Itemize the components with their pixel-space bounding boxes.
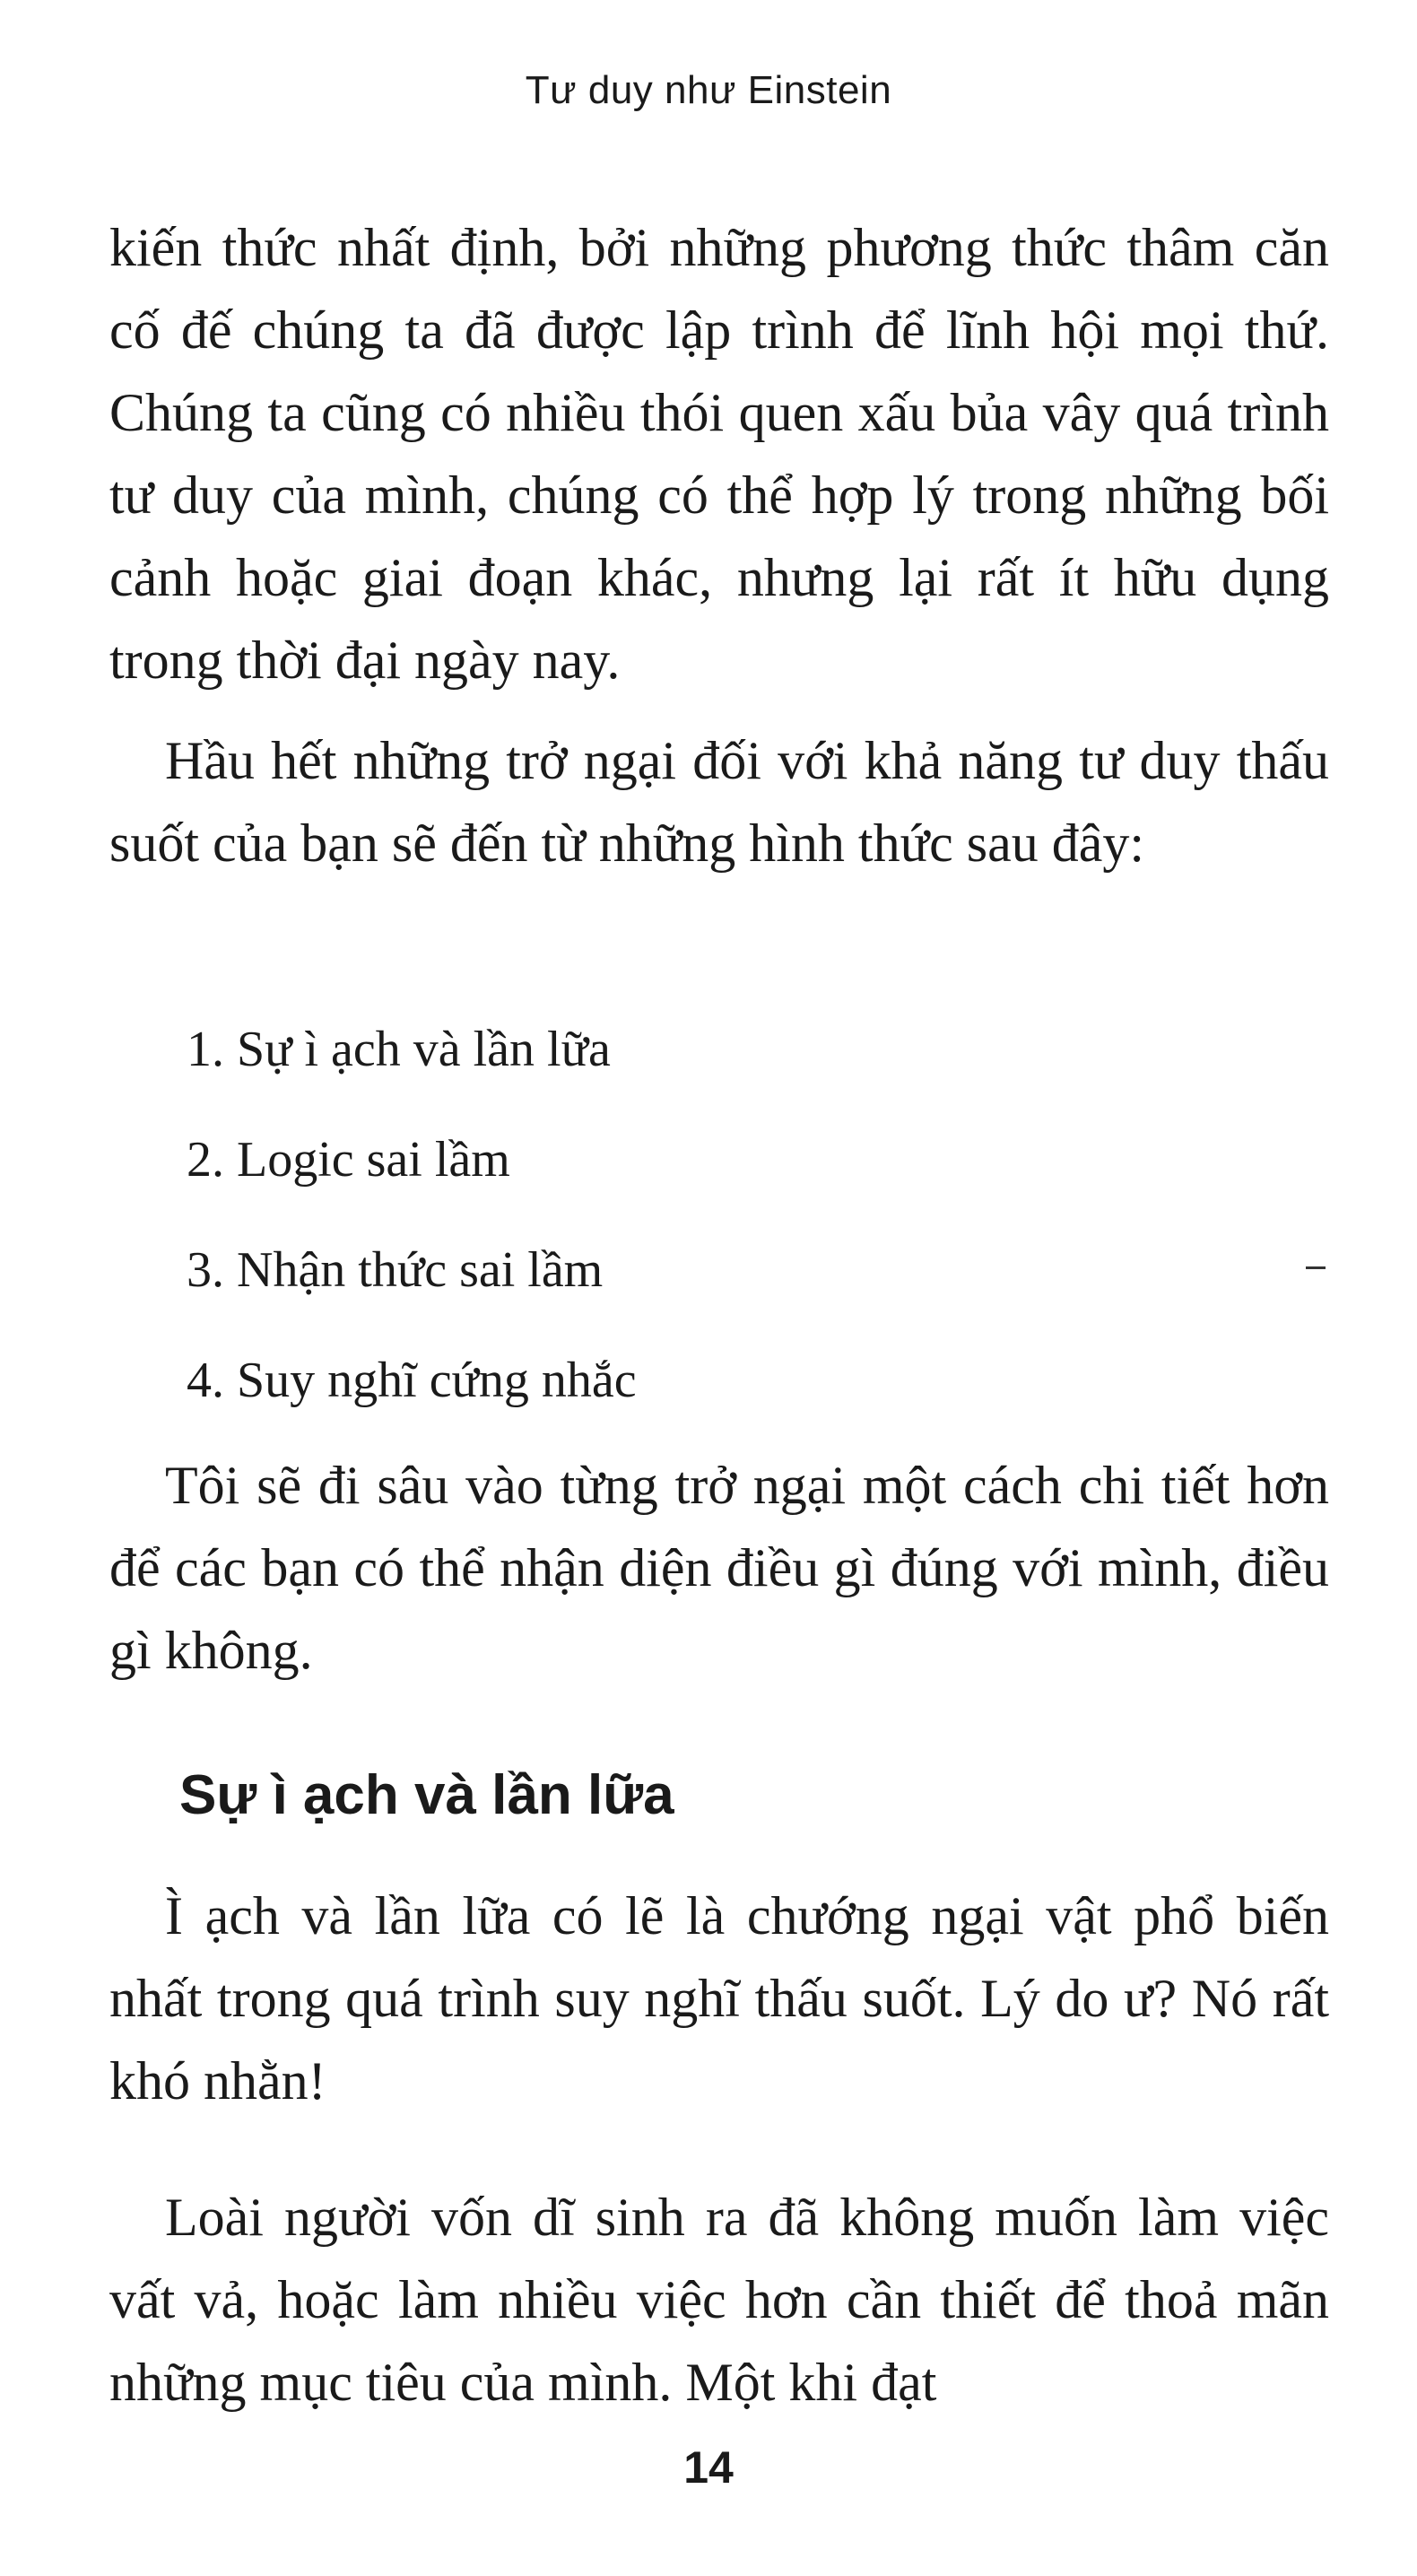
list-item-4: 4. Suy nghĩ cứng nhắc [187, 1353, 637, 1408]
paragraph-3: Tôi sẽ đi sâu vào từng trở ngại một cách chi tiết hơn để các bạn có thể nhận diện điều gì đúng với mình, điều gì không. [109, 1456, 1329, 1680]
stray-mark [1306, 1266, 1326, 1269]
list-item-3: 3. Nhận thức sai lầm [187, 1242, 604, 1298]
section-heading: Sự ì ạch và lần lữa [179, 1764, 674, 1826]
paragraph-1: kiến thức nhất định, bởi những phương thức thâm căn cố đế chúng ta đã được lập trình để lĩnh hội mọi thứ. Chúng ta cũng có nhiều thói quen xấu bủa vây quá trình tư duy của mình, chúng có thể hợp lý trong những bối cảnh hoặc giai đoạn khác, nhưng lại rất ít hữu dụng trong thời đại ngày nay. [109, 218, 1329, 690]
paragraph-2: Hầu hết những trở ngại đối với khả năng tư duy thấu suốt của bạn sẽ đến từ những hình thức sau đây: [109, 731, 1329, 873]
list-item-1: 1. Sự ì ạch và lần lữa [187, 1022, 611, 1077]
paragraph-4: Ì ạch và lần lữa có lẽ là chướng ngại vật phổ biến nhất trong quá trình suy nghĩ thấu suốt. Lý do ư? Nó rất khó nhằn! [109, 1886, 1329, 2110]
list-item-2: 2. Logic sai lầm [187, 1132, 510, 1188]
paragraph-5: Loài người vốn dĩ sinh ra đã không muốn làm việc vất vả, hoặc làm nhiều việc hơn cần thiết để thoả mãn những mục tiêu của mình. Một khi đạt [109, 2188, 1329, 2412]
page-number: 14 [683, 2442, 734, 2493]
running-head: Tư duy như Einstein [525, 68, 892, 112]
